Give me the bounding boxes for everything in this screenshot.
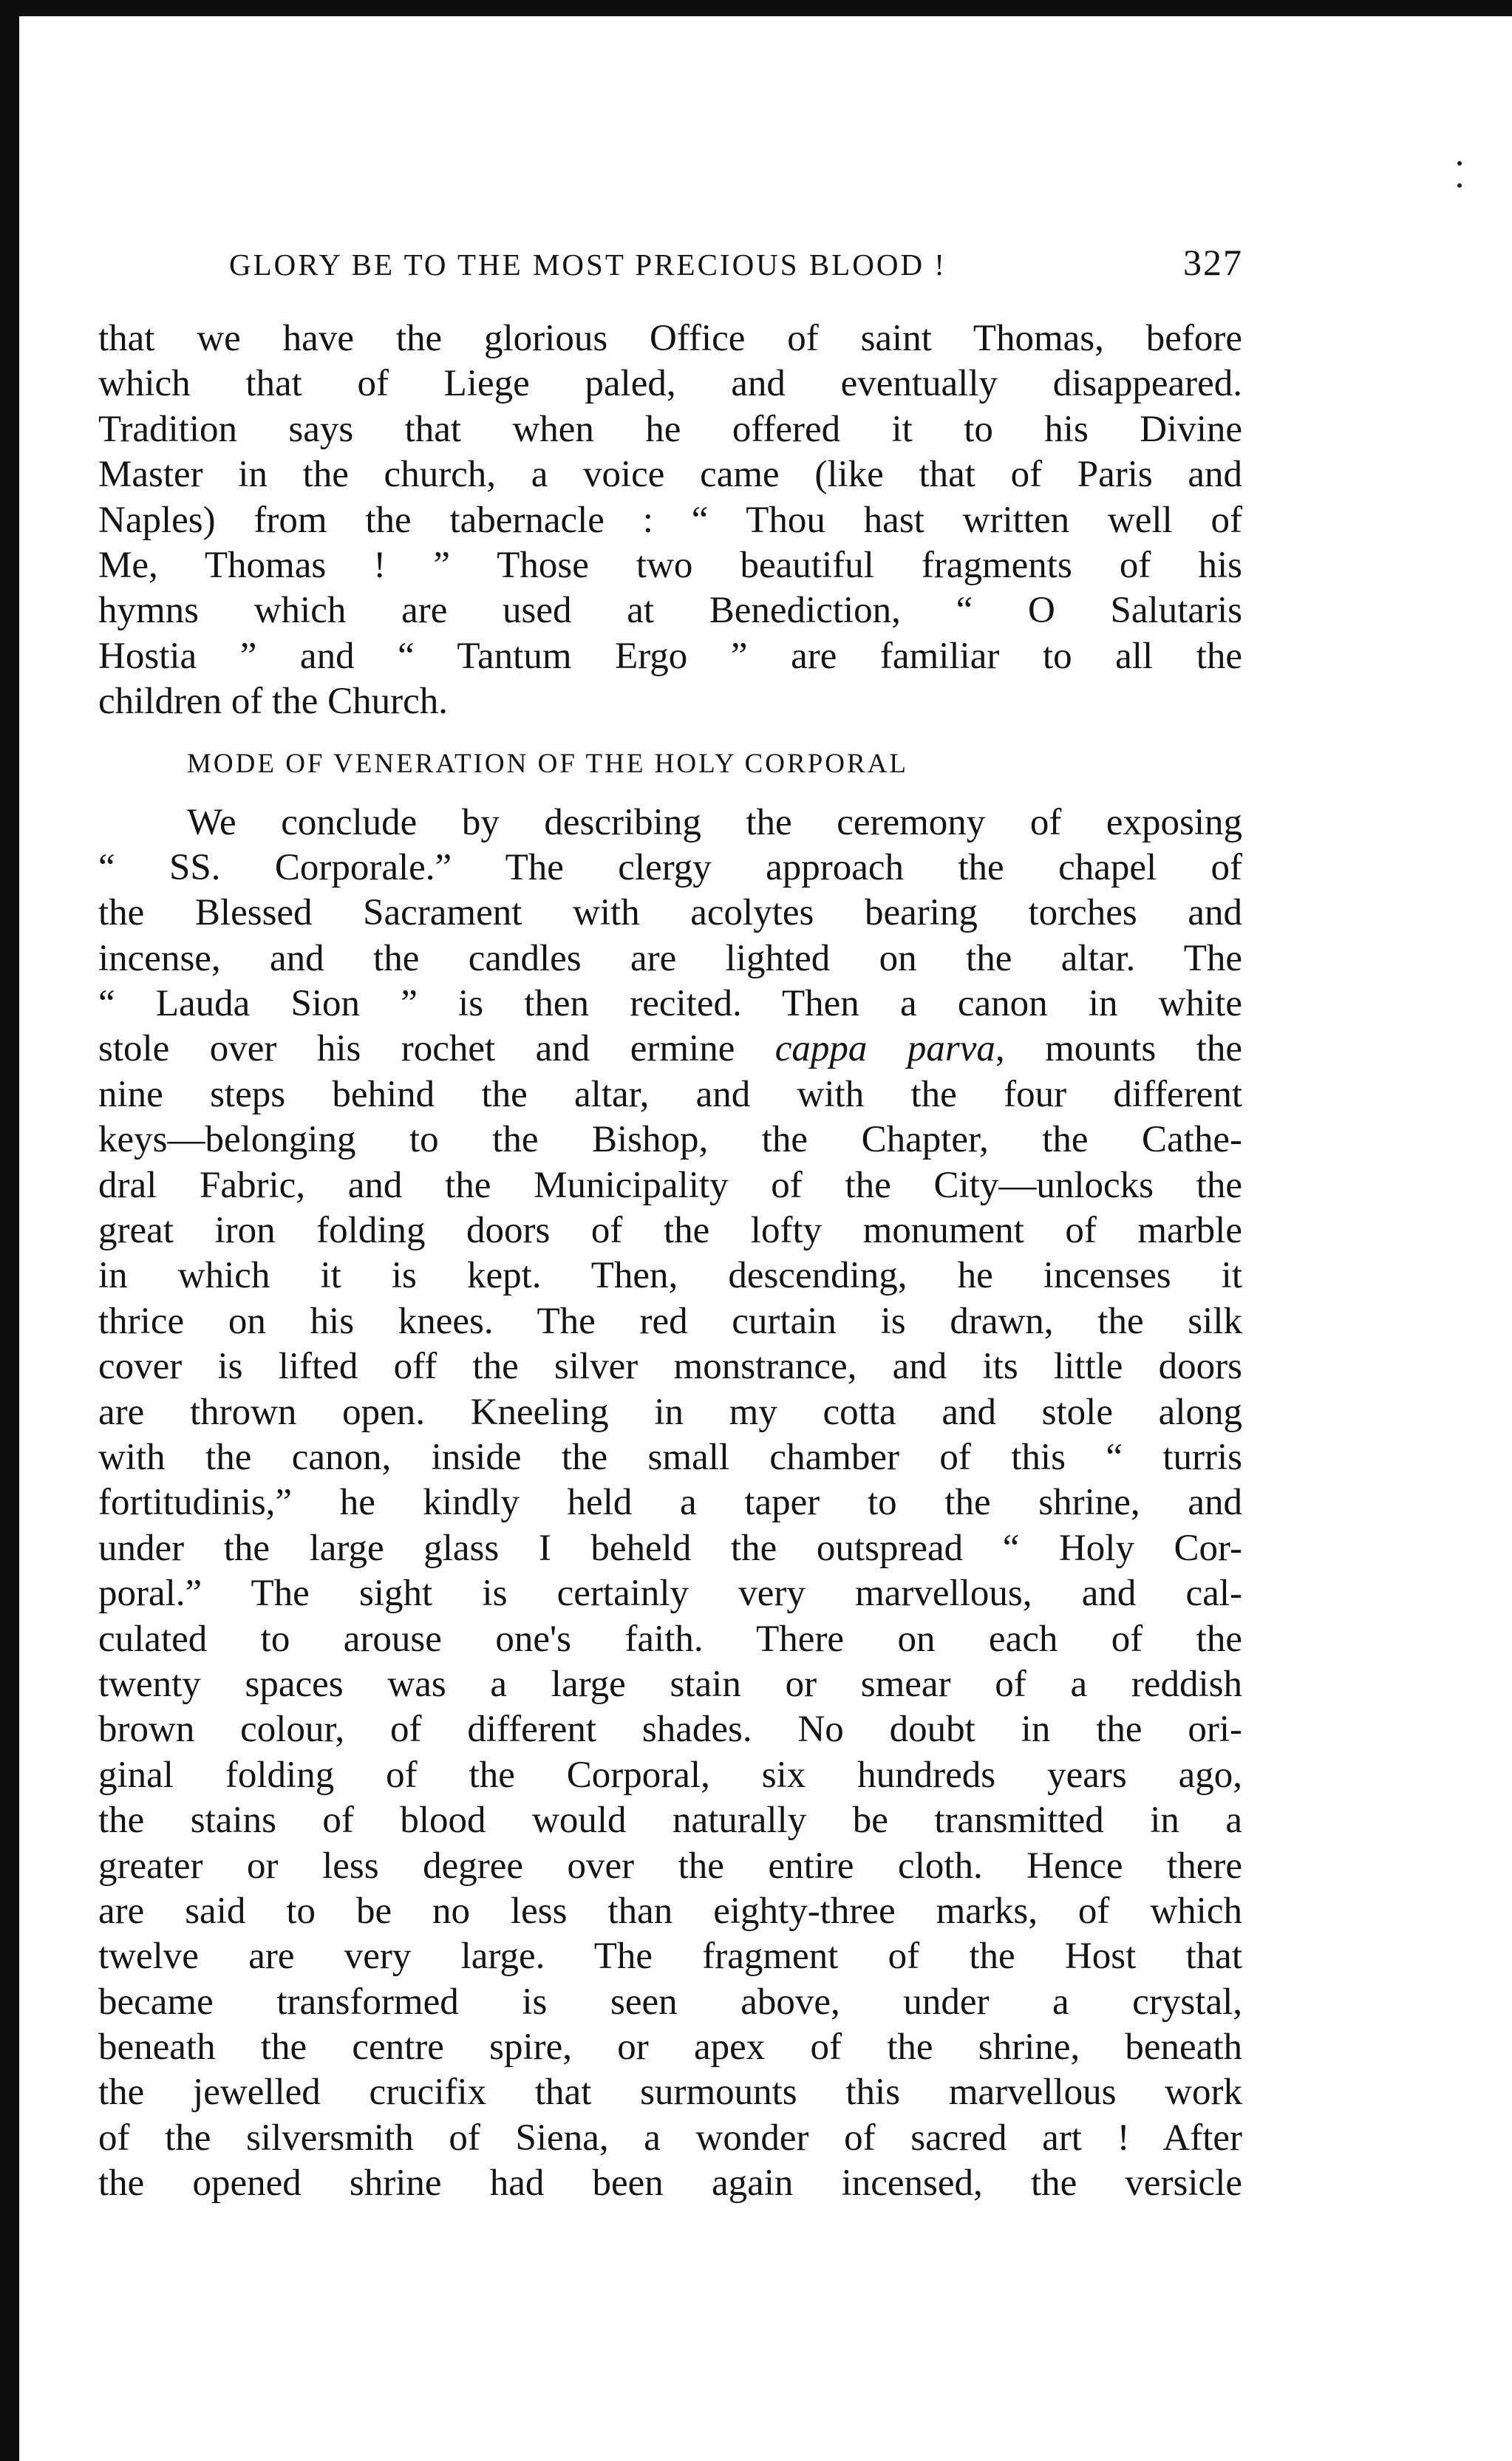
text-line: under the large glass I beheld the outspread “ Holy Cor-: [98, 1527, 1242, 1569]
text-line: great iron folding doors of the lofty monument of marble: [98, 1210, 1242, 1252]
section-heading: MODE OF VENERATION OF THE HOLY CORPORAL: [187, 748, 908, 779]
text-line: thrice on his knees. The red curtain is drawn, the silk: [98, 1300, 1242, 1342]
scan-speck: [1457, 183, 1462, 188]
text-line: dral Fabric, and the Municipality of the City—unlocks the: [98, 1164, 1242, 1206]
text-line: Hostia ” and “ Tantum Ergo ” are familiar to all the: [98, 635, 1242, 677]
text-line: are thrown open. Kneeling in my cotta and stole along: [98, 1391, 1242, 1433]
text-line: [98, 1027, 1242, 1072]
text-line: Master in the church, a voice came (like that of Paris and: [98, 454, 1242, 496]
text-line: incense, and the candles are lighted on the altar. The: [98, 937, 1242, 979]
text-line: that we have the glorious Office of saint Thomas, before: [98, 318, 1242, 359]
text-line: the opened shrine had been again incensed, the versicle: [98, 2162, 1242, 2205]
body-text: [98, 316, 1242, 2207]
text-line: greater or less degree over the entire cloth. Hence there: [98, 1845, 1242, 1887]
text-line: in which it is kept. Then, descending, he incenses it: [98, 1255, 1242, 1297]
text-segment: stole over his rochet and ermine: [98, 1028, 775, 1070]
text-line: twelve are very large. The fragment of the Host that: [98, 1936, 1242, 1978]
text-line: “ Lauda Sion ” is then recited. Then a canon in white: [98, 983, 1242, 1025]
text-line: culated to arouse one's faith. There on each of the: [98, 1618, 1242, 1660]
text-line: cover is lifted off the silver monstrance, and its little doors: [98, 1346, 1242, 1388]
text-line: the stains of blood would naturally be transmitted in a: [98, 1800, 1242, 1842]
paragraph: [98, 800, 1242, 2207]
text-line: became transformed is seen above, under a crystal,: [98, 1981, 1242, 2023]
text-line: hymns which are used at Benediction, “ O Salutaris: [98, 590, 1242, 632]
italic-phrase: cappa parva: [774, 1028, 995, 1070]
page-number: 327: [1183, 242, 1243, 283]
text-line: poral.” The sight is certainly very marvellous, and cal-: [98, 1573, 1242, 1615]
text-line: with the canon, inside the small chamber of this “ turris: [98, 1436, 1242, 1478]
text-line: brown colour, of different shades. No doubt in the ori-: [98, 1709, 1242, 1751]
text-line: keys—belonging to the Bishop, the Chapter, the Cathe-: [98, 1119, 1242, 1161]
text-line: Me, Thomas ! ” Those two beautiful fragments of his: [98, 544, 1242, 586]
text-line: the Blessed Sacrament with acolytes bearing torches and: [98, 892, 1242, 934]
running-head: [229, 241, 1243, 293]
text-line: We conclude by describing the ceremony of exposing: [187, 801, 1242, 843]
text-line: are said to be no less than eighty-three marks, of which: [98, 1890, 1242, 1932]
scan-speck: [1457, 161, 1462, 166]
text-line: the jewelled crucifix that surmounts this marvellous work: [98, 2072, 1242, 2114]
text-line: Tradition says that when he offered it to his Divine: [98, 408, 1242, 450]
running-title: GLORY BE TO THE MOST PRECIOUS BLOOD !: [229, 248, 947, 282]
scan-border-top: [0, 0, 1512, 16]
text-line: nine steps behind the altar, and with the four different: [98, 1073, 1242, 1115]
text-line: fortitudinis,” he kindly held a taper to the shrine, and: [98, 1482, 1242, 1524]
text-line: beneath the centre spire, or apex of the shrine, beneath: [98, 2026, 1242, 2069]
text-segment: , mounts the: [995, 1028, 1243, 1070]
paragraph: [98, 316, 1242, 725]
text-line: which that of Liege paled, and eventually disappeared.: [98, 363, 1242, 405]
text-line: Naples) from the tabernacle : “ Thou hast written well of: [98, 499, 1242, 541]
text-line: of the silversmith of Siena, a wonder of sacred art ! After: [98, 2117, 1242, 2159]
text-line: “ SS. Corporale.” The clergy approach the chapel of: [98, 846, 1242, 888]
text-line: ginal folding of the Corporal, six hundreds years ago,: [98, 1754, 1242, 1796]
scan-border-left: [0, 0, 19, 2461]
text-line: twenty spaces was a large stain or smear of a reddish: [98, 1663, 1242, 1705]
text-line: children of the Church.: [98, 681, 449, 723]
